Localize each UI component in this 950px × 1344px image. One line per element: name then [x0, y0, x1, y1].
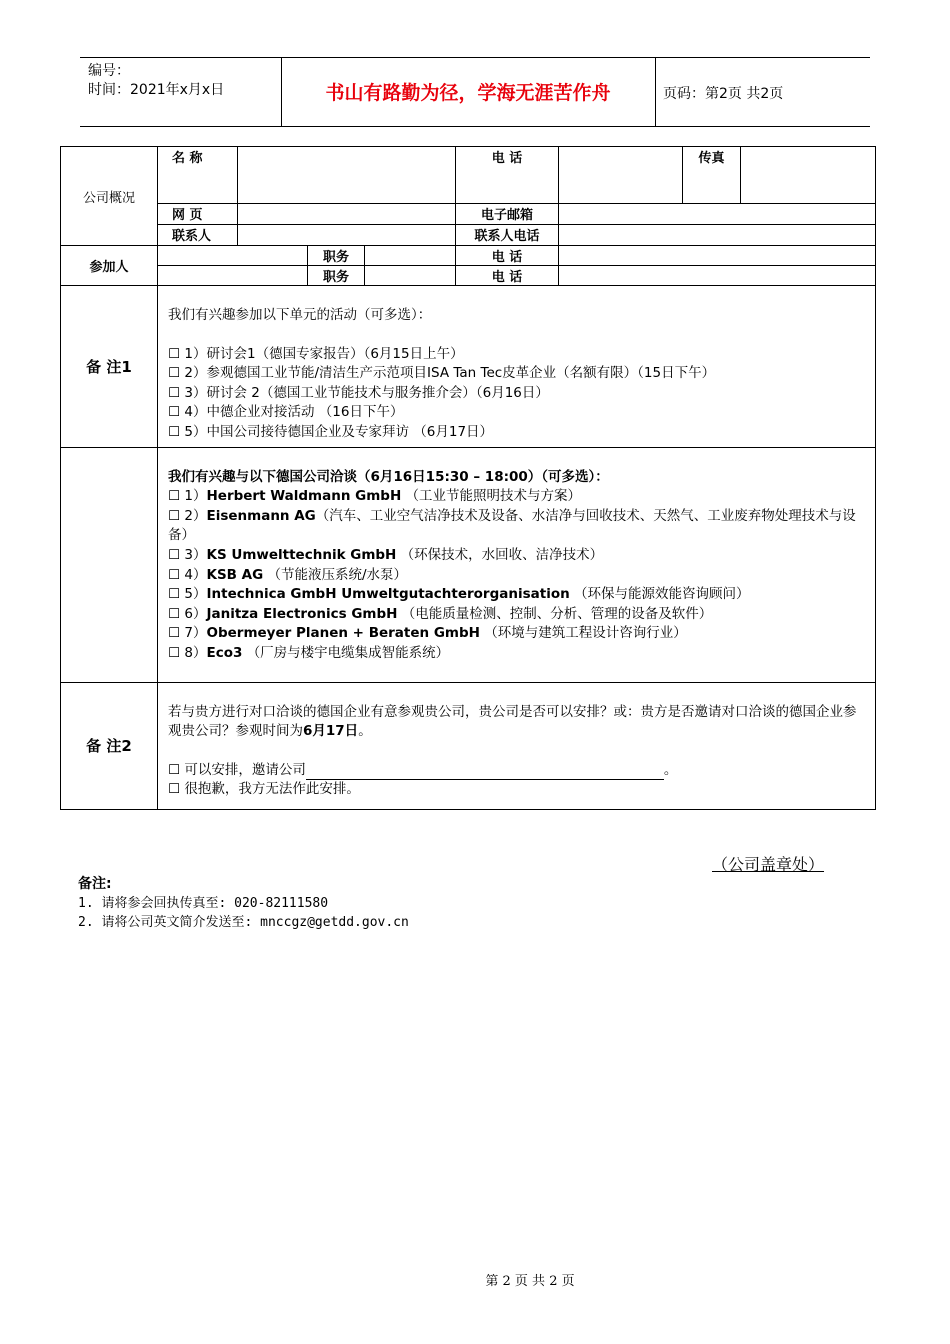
- invite-company-blank[interactable]: [306, 765, 664, 780]
- participants-section-label: 参加人: [61, 246, 158, 286]
- website-field[interactable]: [238, 204, 456, 225]
- website-label: 网 页: [158, 204, 238, 225]
- position-field[interactable]: [365, 246, 456, 266]
- time-label: 时间：2021年x月x日: [88, 82, 225, 98]
- email-label: 电子邮箱: [456, 204, 559, 225]
- page-footer: 第 2 页 共 2 页: [485, 1274, 575, 1289]
- participant-name-field[interactable]: [158, 266, 308, 286]
- company-name: Eisenmann AG: [206, 507, 316, 524]
- contact-field[interactable]: [238, 225, 456, 246]
- talk-option-1[interactable]: ☐ 1）Herbert Waldmann GmbH （工业节能照明技术与方案）: [168, 488, 582, 505]
- phone-label: 电 话: [456, 147, 559, 204]
- name-field[interactable]: [238, 147, 456, 204]
- talk-option-2[interactable]: ☐ 2）Eisenmann AG（汽车、工业空气洁净技术及设备、水洁净与回收技术、天然气、工业废弃物处理技术与设备）: [168, 507, 856, 544]
- company-name: KSB AG: [206, 566, 264, 583]
- talk-option-7[interactable]: ☐ 7）Obermeyer Planen + Beraten GmbH （环境与建筑工程设计咨询行业）: [168, 625, 687, 642]
- position-field[interactable]: [365, 266, 456, 286]
- code-label: 编号：: [88, 63, 130, 79]
- registration-form: [60, 146, 876, 810]
- remark-item: 2. 请将公司英文简介发送至: mnccgz@getdd.gov.cn: [78, 915, 409, 930]
- participant-phone-label: 电 话: [456, 266, 559, 286]
- contact-label: 联系人: [158, 225, 238, 246]
- talks-intro: 我们有兴趣与以下德国公司洽谈（6月16日15:30 – 18:00）（可多选）：: [168, 468, 609, 485]
- talk-option-8[interactable]: ☐ 8）Eco3 （厂房与楼宇电缆集成智能系统）: [168, 644, 450, 661]
- header-divider: [655, 58, 656, 126]
- motto: 书山有路勤为径，学海无涯苦作舟: [325, 82, 611, 104]
- participant-name-field[interactable]: [158, 246, 308, 266]
- remark-item: 1. 请将参会回执传真至: 020-82111580: [78, 896, 329, 911]
- visit-box: [158, 682, 876, 809]
- contact-phone-field[interactable]: [559, 225, 876, 246]
- activity-option-3[interactable]: ☐ 3）研讨会 2（德国工业节能技术与服务推介会）（6月16日）: [168, 384, 549, 401]
- position-label: 职务: [308, 246, 365, 266]
- talk-option-3[interactable]: ☐ 3）KS Umwelttechnik GmbH （环保技术，水回收、洁净技术）: [168, 546, 604, 563]
- name-label: 名 称: [158, 147, 238, 204]
- company-stamp-label: （公司盖章处）: [712, 855, 825, 874]
- activity-option-2[interactable]: ☐ 2）参观德国工业节能/清洁生产示范项目ISA Tan Tec皮革企业（名额有限）（15日下午）: [168, 365, 716, 382]
- company-name: KS Umwelttechnik GmbH: [206, 546, 397, 563]
- note2-section-label: 备 注2: [61, 682, 158, 809]
- company-name: Intechnica GmbH Umweltgutachterorganisation: [206, 586, 570, 603]
- note1-section-label: 备 注1: [61, 286, 158, 448]
- visit-date: 6月17日: [303, 723, 359, 740]
- position-label: 职务: [308, 266, 365, 286]
- fax-label: 传真: [683, 147, 741, 204]
- phone-field[interactable]: [559, 147, 683, 204]
- participant-phone-field[interactable]: [559, 246, 876, 266]
- activity-option-5[interactable]: ☐ 5）中国公司接待德国企业及专家拜访 （6月17日）: [168, 423, 494, 440]
- talks-box: [158, 447, 876, 682]
- company-name: Herbert Waldmann GmbH: [206, 488, 402, 505]
- fax-field[interactable]: [741, 147, 876, 204]
- visit-question: 若与贵方进行对口洽谈的德国企业有意参观贵公司，贵公司是否可以安排？或：贵方是否邀请对口洽谈的德国企业参观贵公司？参观时间为6月17日。: [168, 703, 857, 740]
- visit-option-no[interactable]: ☐ 很抱歉，我方无法作此安排。: [168, 781, 360, 798]
- talks-section-label: [61, 447, 158, 682]
- company-name: Obermeyer Planen + Beraten GmbH: [206, 625, 480, 642]
- talk-option-4[interactable]: ☐ 4）KSB AG （节能液压系统/水泵）: [168, 566, 408, 583]
- participant-phone-label: 电 话: [456, 246, 559, 266]
- activities-box: [158, 286, 876, 448]
- company-name: Eco3: [206, 644, 243, 661]
- activity-option-1[interactable]: ☐ 1）研讨会1（德国专家报告）（6月15日上午）: [168, 345, 464, 362]
- talk-option-6[interactable]: ☐ 6）Janitza Electronics GmbH （电能质量检测、控制、分析、管理的设备及软件）: [168, 605, 713, 622]
- talk-option-5[interactable]: ☐ 5）Intechnica GmbH Umweltgutachterorganisation （环保与能源效能咨询顾问）: [168, 586, 750, 603]
- activity-option-4[interactable]: ☐ 4）中德企业对接活动 （16日下午）: [168, 404, 404, 421]
- visit-option-yes[interactable]: ☐ 可以安排，邀请公司 。: [168, 761, 865, 781]
- participant-phone-field[interactable]: [559, 266, 876, 286]
- company-section-label: 公司概况: [61, 147, 158, 246]
- page-header: [80, 57, 870, 127]
- company-name: Janitza Electronics GmbH: [206, 605, 398, 622]
- activities-intro: 我们有兴趣参加以下单元的活动（可多选）：: [168, 307, 432, 323]
- page-info: 页码：第2页 共2页: [663, 86, 784, 102]
- contact-phone-label: 联系人电话: [456, 225, 559, 246]
- remarks-title: 备注:: [78, 876, 112, 892]
- email-field[interactable]: [559, 204, 876, 225]
